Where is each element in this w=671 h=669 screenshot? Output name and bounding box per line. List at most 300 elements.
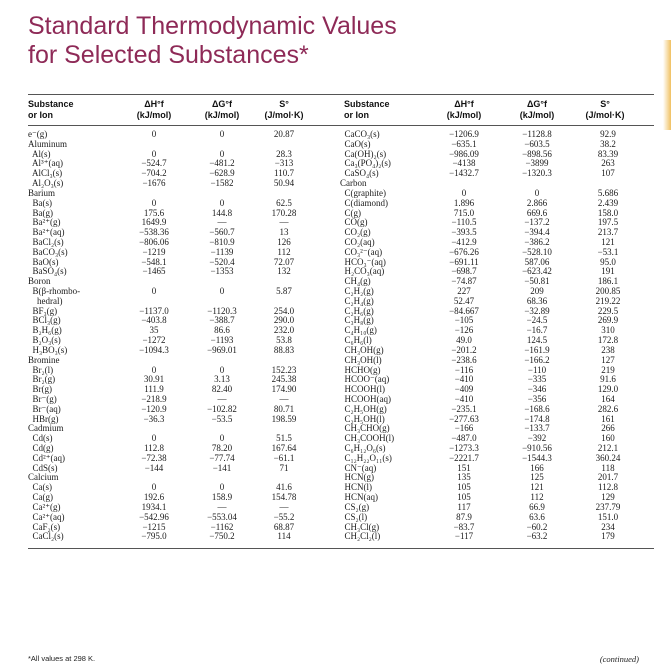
- table-cell: 0: [151, 433, 157, 444]
- table-cell: 95.0: [600, 256, 616, 267]
- table-cell: −628.9: [209, 168, 235, 179]
- header-gibbs-left: ΔG°f (kJ/mol): [204, 99, 240, 120]
- table-cell: 62.5: [276, 197, 292, 208]
- right-entropy-column: [578, 130, 638, 542]
- table-cell: −1582: [210, 178, 234, 189]
- table-cell: −201.2: [451, 344, 477, 355]
- table-cell: 269.9: [597, 315, 619, 326]
- table-cell: Cd(s): [28, 433, 53, 444]
- table-cell: 151.0: [597, 511, 619, 522]
- table-cell: 0: [219, 286, 225, 296]
- table-cell: −623.42: [522, 266, 552, 277]
- table-cell: 209: [530, 286, 544, 296]
- table-cell: −218.9: [141, 393, 167, 404]
- table-cell: 105: [457, 492, 471, 503]
- table-cell: 52.47: [453, 295, 475, 306]
- table-cell: −393.5: [451, 227, 477, 238]
- table-cell: BaCO₃(s): [28, 246, 68, 257]
- table-cell: −1432.7: [449, 168, 479, 179]
- table-cell: B₂H₆(g): [28, 325, 62, 336]
- table-top-rule: [28, 94, 654, 95]
- table-cell: Barium: [28, 187, 55, 198]
- table-cell: −110: [527, 364, 547, 375]
- table-cell: 0: [461, 187, 467, 198]
- table-cell: −704.2: [141, 168, 167, 179]
- left-entropy-column: [256, 130, 312, 542]
- table-cell: 175.6: [143, 207, 165, 218]
- table-cell: 0: [219, 433, 225, 444]
- table-cell: 114: [277, 531, 291, 542]
- table-cell: 0: [151, 148, 157, 159]
- table-cell: 38.2: [600, 138, 616, 149]
- table-cell: −277.63: [449, 413, 479, 424]
- table-cell: 192.6: [143, 492, 165, 503]
- table-cell: 68.36: [526, 295, 548, 306]
- table-cell: −72.38: [141, 452, 167, 463]
- table-cell: CO₂(g): [340, 227, 371, 238]
- table-cell: 0: [219, 129, 225, 139]
- table-cell: −1162: [210, 521, 234, 532]
- table-cell: 201.7: [597, 472, 619, 483]
- table-cell: 160: [601, 433, 615, 444]
- table-cell: −806.06: [139, 236, 169, 247]
- table-cell: −676.26: [449, 246, 479, 257]
- table-cell: Calcium: [28, 472, 59, 483]
- table-cell: −386.2: [524, 236, 550, 247]
- table-cell: −1139: [210, 246, 234, 257]
- table-cell: 78.20: [211, 443, 233, 453]
- table-cell: −60.2: [526, 521, 548, 532]
- table-cell: −392: [527, 433, 547, 444]
- title-line-2: for Selected Substances*: [28, 41, 309, 69]
- table-cell: −356: [527, 393, 547, 404]
- table-cell: −542.96: [139, 511, 169, 522]
- table-cell: −174.8: [524, 413, 550, 424]
- table-cell: C₂H₆(g): [340, 305, 374, 316]
- header-entropy-right: S° (J/mol·K): [585, 99, 625, 120]
- table-cell: —: [279, 393, 289, 404]
- table-cell: CS₂(l): [340, 511, 368, 522]
- table-cell: 669.6: [526, 207, 548, 218]
- table-cell: H₃BO₃(s): [28, 344, 68, 355]
- table-cell: Cadmium: [28, 423, 64, 434]
- table-cell: Bromine: [28, 354, 60, 365]
- table-cell: Cd²⁺(aq): [28, 452, 65, 463]
- table-cell: 245.38: [271, 374, 297, 385]
- table-cell: BaO(s): [28, 256, 59, 267]
- table-cell: −412.9: [451, 236, 477, 247]
- table-cell: —: [217, 501, 227, 512]
- table-cell: −53.5: [211, 413, 233, 424]
- table-cell: −898.56: [522, 148, 552, 159]
- table-cell: 158.9: [211, 492, 233, 503]
- table-cell: −487.0: [451, 433, 477, 444]
- table-cell: CaCl₂(s): [28, 531, 64, 542]
- table-cell: Ba(s): [28, 197, 52, 208]
- table-cell: C(g): [340, 207, 361, 218]
- header-gibbs-right: ΔG°f (kJ/mol): [519, 99, 555, 120]
- table-cell: −55.2: [273, 511, 295, 522]
- table-cell: HCN(aq): [340, 492, 378, 503]
- table-cell: 87.9: [456, 511, 472, 522]
- table-cell: 587.06: [524, 256, 550, 267]
- table-cell: 117: [457, 501, 471, 512]
- table-cell: CH₃COOH(l): [340, 433, 395, 444]
- left-gibbs-column: [192, 130, 252, 542]
- table-cell: Br₂(l): [28, 364, 54, 375]
- table-cell: CS₂(g): [340, 501, 370, 512]
- table-cell: 135: [457, 472, 471, 483]
- table-cell: CH₄(g): [340, 276, 371, 287]
- table-cell: 0: [219, 148, 225, 159]
- table-cell: Ba²⁺(aq): [28, 227, 65, 238]
- table-cell: 66.9: [529, 501, 545, 512]
- table-cell: −137.2: [524, 217, 550, 228]
- table-cell: −16.7: [526, 325, 548, 336]
- table-cell: HCO₃⁻(aq): [340, 256, 386, 267]
- table-cell: −116: [454, 364, 474, 375]
- table-cell: CO₃²⁻(aq): [340, 246, 383, 257]
- left-substance-column: [28, 130, 118, 542]
- table-cell: −1676: [142, 178, 166, 189]
- table-cell: CaO(s): [340, 138, 371, 149]
- table-cell: 118: [601, 462, 615, 473]
- table-cell: −1094.3: [139, 344, 169, 355]
- table-cell: 2.866: [526, 197, 548, 208]
- table-cell: 112.8: [144, 443, 164, 453]
- table-cell: −110.5: [451, 217, 477, 228]
- table-cell: 200.85: [595, 286, 621, 296]
- table-cell: HCHO(g): [340, 364, 381, 375]
- table-cell: −166.2: [524, 354, 550, 365]
- table-cell: −986.09: [449, 148, 479, 159]
- table-cell: Ca²⁺(g): [28, 501, 61, 512]
- table-cell: CH₃CHO(g): [340, 423, 390, 434]
- page-edge-tab: [663, 40, 671, 130]
- table-cell: −528.10: [522, 246, 552, 257]
- table-cell: −105: [454, 315, 474, 326]
- table-cell: −548.1: [141, 256, 167, 267]
- table-cell: HBr(g): [28, 413, 59, 424]
- table-cell: 112.8: [598, 482, 618, 493]
- table-cell: 234: [601, 521, 615, 532]
- table-cell: Al₂O₃(s): [28, 178, 64, 189]
- table-cell: 88.83: [273, 344, 295, 355]
- table-cell: 111.9: [144, 384, 164, 395]
- table-cell: 30.91: [143, 374, 165, 385]
- table-cell: 105: [457, 482, 471, 493]
- table-cell: 92.9: [600, 129, 616, 139]
- table-cell: 0: [151, 286, 157, 296]
- table-cell: −117: [454, 531, 474, 542]
- table-cell: B(β-rhombo-: [28, 286, 81, 296]
- table-cell: −553.04: [207, 511, 237, 522]
- table-cell: −698.7: [451, 266, 477, 277]
- table-cell: −1320.3: [522, 168, 552, 179]
- table-cell: −120.9: [141, 403, 167, 414]
- table-cell: −388.7: [209, 315, 235, 326]
- table-cell: −520.4: [209, 256, 235, 267]
- table-cell: 126: [277, 236, 291, 247]
- table-cell: 167.64: [271, 443, 297, 453]
- table-cell: 112: [277, 246, 291, 257]
- table-cell: Br(g): [28, 384, 52, 395]
- table-cell: Ca(OH)₂(s): [340, 148, 387, 159]
- table-cell: 198.59: [271, 413, 297, 424]
- table-cell: −141: [212, 462, 232, 473]
- table-cell: CH₃Cl(g): [340, 521, 380, 532]
- table-cell: 174.90: [271, 384, 297, 395]
- table-cell: −77.74: [209, 452, 235, 463]
- page-title: [28, 12, 397, 70]
- table-cell: 151: [457, 462, 471, 473]
- table-cell: C₁₂H₂₂O₁₁(s): [340, 452, 392, 463]
- table-cell: BF₃(g): [28, 305, 58, 316]
- table-cell: Ba²⁺(g): [28, 217, 61, 228]
- table-cell: 72.07: [273, 256, 295, 267]
- table-cell: 35: [149, 325, 159, 336]
- table-cell: 164: [601, 393, 615, 404]
- table-cell: 212.1: [597, 443, 619, 453]
- table-cell: 290.0: [273, 315, 295, 326]
- table-cell: −335: [527, 374, 547, 385]
- table-cell: 86.6: [214, 325, 230, 336]
- table-cell: 112: [530, 492, 544, 503]
- table-cell: Br⁻(aq): [28, 403, 61, 414]
- table-cell: 0: [151, 364, 157, 375]
- table-cell: 51.5: [276, 433, 292, 444]
- table-cell: −1193: [210, 335, 234, 346]
- table-cell: HCOOH(aq): [340, 393, 391, 404]
- table-cell: HCOO⁻(aq): [340, 374, 390, 385]
- table-cell: 0: [151, 482, 157, 493]
- table-cell: BaSO₄(s): [28, 266, 67, 277]
- right-gibbs-column: [507, 130, 567, 542]
- table-cell: −1215: [142, 521, 166, 532]
- table-cell: 179: [601, 531, 615, 542]
- table-cell: 5.686: [597, 187, 619, 198]
- table-cell: —: [217, 217, 227, 228]
- table-cell: −1544.3: [522, 452, 552, 463]
- table-cell: −691.11: [449, 256, 479, 267]
- table-cell: −1353: [210, 266, 234, 277]
- table-cell: Ba(g): [28, 207, 53, 218]
- table-cell: 124.5: [526, 335, 548, 346]
- table-cell: Ca²⁺(aq): [28, 511, 65, 522]
- table-cell: C₂H₅OH(g): [340, 403, 387, 414]
- table-cell: −32.89: [524, 305, 550, 316]
- table-cell: 82.40: [211, 384, 233, 395]
- table-cell: −1272: [142, 335, 166, 346]
- table-cell: CO₂(aq): [340, 236, 375, 247]
- table-cell: Al(s): [28, 148, 51, 159]
- right-enthalpy-column: [434, 130, 494, 542]
- table-cell: 282.6: [597, 403, 619, 414]
- table-cell: −53.1: [597, 246, 619, 257]
- table-cell: C₂H₂(g): [340, 286, 374, 296]
- continued-note: (continued): [599, 654, 639, 664]
- table-cell: C₃H₈(g): [340, 315, 374, 326]
- table-cell: 127: [601, 354, 615, 365]
- table-cell: 263: [601, 158, 615, 169]
- header-entropy-left: S° (J/mol·K): [264, 99, 304, 120]
- table-cell: −126: [454, 325, 474, 336]
- table-cell: 107: [601, 168, 615, 179]
- table-cell: 229.5: [597, 305, 619, 316]
- table-cell: 132: [277, 266, 291, 277]
- table-cell: −524.7: [141, 158, 167, 169]
- table-cell: 0: [151, 197, 157, 208]
- table-cell: HCOOH(l): [340, 384, 385, 395]
- table-cell: 170.28: [271, 207, 297, 218]
- table-cell: Br₂(g): [28, 374, 56, 385]
- table-cell: −1206.9: [449, 129, 479, 139]
- table-cell: Carbon: [340, 178, 367, 189]
- table-cell: −238.6: [451, 354, 477, 365]
- table-cell: −810.9: [209, 236, 235, 247]
- table-cell: −24.5: [526, 315, 548, 326]
- table-cell: 63.6: [529, 511, 545, 522]
- header-substance-right: Substance or Ion: [344, 99, 390, 120]
- table-cell: 110.7: [274, 168, 294, 179]
- table-cell: Ca(g): [28, 492, 53, 503]
- table-cell: 0: [219, 482, 225, 493]
- table-cell: —: [279, 217, 289, 228]
- table-cell: HCN(g): [340, 472, 374, 483]
- table-cell: −795.0: [141, 531, 167, 542]
- table-cell: C(graphite): [340, 187, 386, 198]
- header-bottom-rule: [28, 125, 654, 126]
- table-cell: Aluminum: [28, 138, 68, 149]
- table-cell: C₆H₆(l): [340, 335, 372, 346]
- right-substance-column: [340, 130, 430, 542]
- table-cell: C(diamond): [340, 197, 388, 208]
- table-cell: 1934.1: [141, 501, 167, 512]
- table-cell: −36.3: [143, 413, 165, 424]
- table-cell: —: [279, 501, 289, 512]
- table-cell: −1465: [142, 266, 166, 277]
- table-cell: 144.8: [211, 207, 233, 218]
- table-cell: 154.78: [271, 492, 297, 503]
- title-line-1: Standard Thermodynamic Values: [28, 12, 397, 40]
- table-cell: 715.0: [453, 207, 475, 218]
- table-cell: CH₃OH(l): [340, 354, 382, 365]
- table-cell: Br⁻(g): [28, 393, 57, 404]
- table-cell: 266: [601, 423, 615, 434]
- table-cell: CH₃OH(g): [340, 344, 384, 355]
- table-cell: C₂H₅OH(l): [340, 413, 385, 424]
- table-cell: 121: [530, 482, 544, 493]
- table-cell: C₄H₁₀(g): [340, 325, 377, 336]
- table-cell: 125: [530, 472, 544, 483]
- table-cell: −50.81: [524, 276, 550, 287]
- table-cell: 1.896: [453, 197, 475, 208]
- table-cell: −74.87: [451, 276, 477, 287]
- table-cell: 166: [530, 462, 544, 473]
- table-cell: AlCl₃(s): [28, 168, 63, 179]
- table-cell: CaSO₄(s): [340, 168, 379, 179]
- table-cell: C₆H₁₂O₆(s): [340, 443, 386, 453]
- table-cell: −313: [274, 158, 294, 169]
- table-cell: Ca₃(PO₄)₂(s): [340, 158, 391, 169]
- table-cell: −409: [454, 384, 474, 395]
- table-cell: −1120.3: [207, 305, 237, 316]
- table-cell: 0: [219, 364, 225, 375]
- table-cell: 238: [601, 344, 615, 355]
- table-cell: 68.87: [273, 521, 295, 532]
- table-cell: 80.71: [273, 403, 295, 414]
- table-cell: −3899: [525, 158, 549, 169]
- table-cell: −84.667: [449, 305, 479, 316]
- table-cell: 152.23: [271, 364, 297, 375]
- table-cell: 49.0: [456, 335, 472, 346]
- table-cell: Ca(s): [28, 482, 52, 493]
- table-cell: 129.0: [597, 384, 619, 395]
- table-cell: 197.5: [597, 217, 619, 228]
- table-cell: Boron: [28, 276, 51, 287]
- table-cell: −1273.3: [449, 443, 479, 453]
- table-cell: 41.6: [276, 482, 292, 493]
- table-cell: CaF₂(s): [28, 521, 61, 532]
- table-cell: −969.01: [207, 344, 237, 355]
- table-cell: 91.6: [600, 374, 616, 385]
- table-cell: −63.2: [526, 531, 548, 542]
- table-cell: CN⁻(aq): [340, 462, 377, 473]
- table-cell: 213.7: [597, 227, 619, 238]
- table-cell: 219: [601, 364, 615, 375]
- table-cell: −83.7: [453, 521, 475, 532]
- table-cell: −910.56: [522, 443, 552, 453]
- table-cell: −61.1: [273, 452, 295, 463]
- table-cell: −4138: [452, 158, 476, 169]
- table-cell: −133.7: [524, 423, 550, 434]
- table-cell: 254.0: [273, 305, 295, 316]
- table-cell: −481.2: [209, 158, 235, 169]
- table-cell: −1128.8: [522, 129, 552, 139]
- table-cell: 161: [601, 413, 615, 424]
- table-cell: −2221.7: [449, 452, 479, 463]
- table-cell: −403.8: [141, 315, 167, 326]
- table-cell: −394.4: [524, 227, 550, 238]
- table-cell: 83.39: [597, 148, 619, 159]
- table-cell: 227: [457, 286, 471, 296]
- table-cell: 191: [601, 266, 615, 277]
- table-cell: 50.94: [273, 178, 295, 189]
- table-cell: HCN(l): [340, 482, 372, 493]
- table-cell: CaCO₃(s): [340, 129, 380, 139]
- table-cell: −410: [454, 393, 474, 404]
- table-cell: −166: [454, 423, 474, 434]
- table-cell: 129: [601, 492, 615, 503]
- table-cell: −538.36: [139, 227, 169, 238]
- table-cell: 121: [601, 236, 615, 247]
- table-cell: −1219: [142, 246, 166, 257]
- table-cell: −168.6: [524, 403, 550, 414]
- table-cell: 0: [534, 187, 540, 198]
- table-cell: 360.24: [595, 452, 621, 463]
- table-cell: 13: [279, 227, 289, 238]
- table-cell: 219.22: [595, 295, 621, 306]
- table-cell: 186.1: [597, 276, 619, 287]
- footnote: *All values at 298 K.: [28, 654, 96, 663]
- table-cell: 20.87: [273, 129, 295, 139]
- table-cell: hedral): [28, 295, 63, 306]
- table-cell: −102.82: [207, 403, 237, 414]
- table-cell: −635.1: [451, 138, 477, 149]
- table-cell: 237.79: [595, 501, 621, 512]
- table-cell: −161.9: [524, 344, 550, 355]
- table-cell: −235.1: [451, 403, 477, 414]
